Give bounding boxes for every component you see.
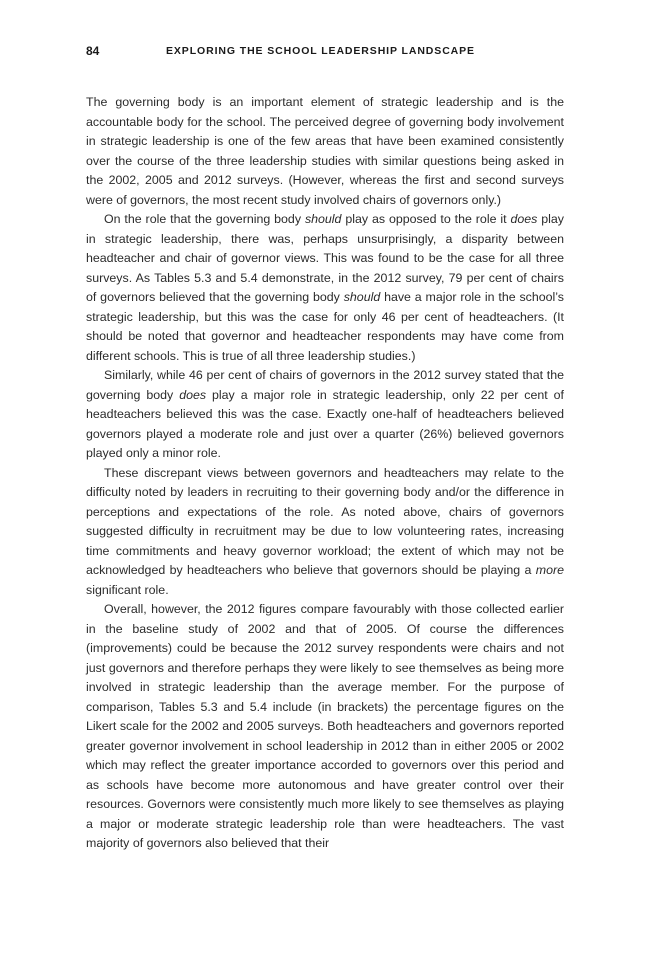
text-span: Overall, however, the 2012 figures compare favourably with those collected earlier in the baseline study of 2002 and that of 2005. Of course the differences (improvements) could be because the 2012 survey respondents were chairs and not just governors and therefore perhaps they were likely to see themselves as being more involved in strategic leadership than the average member. For the purpose of comparison, Tables 5.3 and 5.4 include (in brackets) the percentage figures on the Likert scale for the 2002 and 2005 surveys. Both headteachers and governors reported greater governor involvement in school leadership in 2012 than in either 2005 or 2002 which may reflect the greater importance accorded to governors over this period and as schools have become more autonomous and have greater control over their resources. Governors were consistently much more likely to see themselves as playing a major or moderate strategic leadership role than were headteachers. The vast majority of governors also believed that their: [86, 602, 564, 850]
emphasis-text: does: [179, 387, 207, 402]
paragraph-overall: [86, 600, 564, 854]
text-span: have a major role in the school’s strategic leadership, but this was the case for only 46 per cent of headteachers. (It should be noted that governor and headteacher respondents may have come from different schools. This is true of all three leadership studies.): [86, 290, 564, 363]
text-span: play as opposed to the role it: [341, 212, 511, 226]
text-span: Similarly, while 46 per cent of chairs of governors in the 2012 survey stated that the governing body: [86, 368, 564, 402]
text-span: play a major role in strategic leadership, only 22 per cent of headteachers believed this was the case. Exactly one-half of headteachers believed governors played a moderate role and just over a quarter (26%) believed governors played only a minor role.: [86, 387, 564, 460]
emphasis-text: should: [304, 212, 342, 226]
text-span: These discrepant views between governors and headteachers may relate to the difficulty noted by leaders in recruiting to their governing body and/or the difference in perceptions and expectations of the role. As noted above, chairs of governors suggested difficulty in recruitment may be due to low volunteering rates, increasing time commitments and heavy governor workload; the extent of which may not be acknowledged by headteachers who believe that governors should be playing a: [86, 465, 564, 577]
paragraph-discrepant-views: [86, 464, 564, 601]
running-head: EXPLORING THE SCHOOL LEADERSHIP LANDSCAPE: [166, 45, 475, 57]
page-header: [86, 44, 564, 64]
text-span: The governing body is an important element of strategic leadership and is the accountable body for the school. The perceived degree of governing body involvement in strategic leadership is one of the few areas that have been examined consistently over the course of the three leadership studies with similar questions being asked in the 2002, 2005 and 2012 surveys. (However, whereas the first and second surveys were of governors, the most recent study involved chairs of governors only.): [86, 95, 564, 207]
text-span: play in strategic leadership, there was, perhaps unsurprisingly, a disparity between headteacher and chair of governor views. This was found to be the case for all three surveys. As Tables 5.3 and 5.4 demonstrate, in the 2012 survey, 79 per cent of chairs of governors believed that the governing body: [86, 212, 564, 304]
paragraph-should-vs-does: [86, 210, 564, 366]
page-number: 84: [86, 44, 100, 58]
text-span: On the role that the governing body: [104, 212, 305, 226]
paragraph-similarly: [86, 366, 564, 464]
emphasis-text: does: [510, 212, 538, 226]
emphasis-text: more: [535, 563, 564, 577]
text-span: significant role.: [86, 582, 169, 597]
paragraph-governing-body-intro: [86, 93, 564, 210]
body-text: [86, 93, 564, 854]
emphasis-text: should: [343, 290, 381, 304]
